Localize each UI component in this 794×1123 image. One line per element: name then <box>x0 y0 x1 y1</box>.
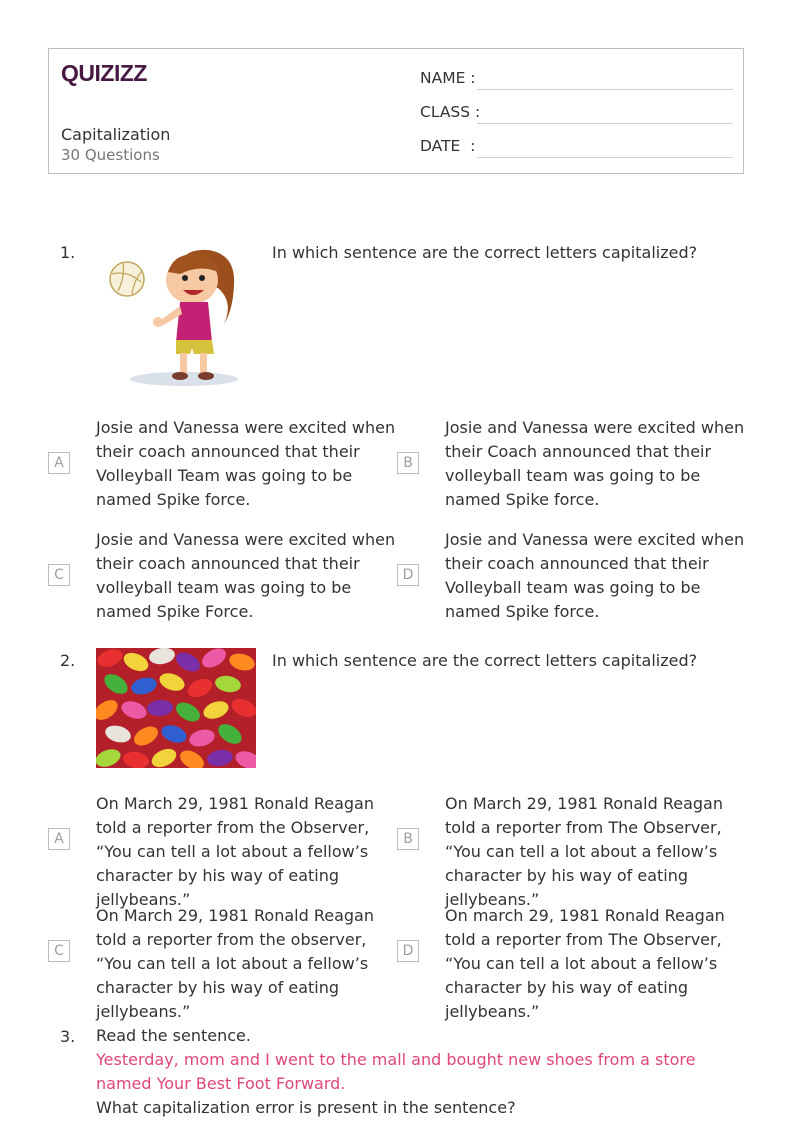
q2-option-b-text: On March 29, 1981 Ronald Reagan told a reporter from The Observer, “You can tell a lot about a fellow’s character by his way of eating jellybeans.” <box>445 794 723 909</box>
q2-option-b-box[interactable]: B <box>397 828 419 850</box>
q1-option-d-box[interactable]: D <box>397 564 419 586</box>
question-3-prompt: What capitalization error is present in the sentence? <box>96 1098 516 1117</box>
question-2-prompt: In which sentence are the correct letters capitalized? <box>272 651 698 670</box>
question-count: 30 Questions <box>61 146 160 164</box>
question-3-intro: Read the sentence. <box>96 1026 251 1045</box>
question-1-prompt: In which sentence are the correct letters capitalized? <box>272 243 698 262</box>
worksheet-header <box>48 48 744 174</box>
question-3-sentence: Yesterday, mom and I went to the mall and bought new shoes from a store named Your Best Foot Forward. <box>96 1050 696 1093</box>
worksheet-title: Capitalization <box>61 125 171 144</box>
q1-option-a-text: Josie and Vanessa were excited when their coach announced that their Volleyball Team was going to be named Spike force. <box>96 418 396 509</box>
q2-option-a-text: On March 29, 1981 Ronald Reagan told a reporter from the Observer, “You can tell a lot about a fellow’s character by his way of eating jellybeans.” <box>96 794 374 909</box>
q1-option-c-box[interactable]: C <box>48 564 70 586</box>
jellybeans-photo <box>96 648 256 768</box>
q2-option-d-text: On march 29, 1981 Ronald Reagan told a reporter from The Observer, “You can tell a lot about a fellow’s character by his way of eating jellybeans.” <box>445 906 725 1021</box>
q2-option-a-box[interactable]: A <box>48 828 70 850</box>
q1-option-c-text: Josie and Vanessa were excited when their coach announced that their volleyball team was going to be named Spike Force. <box>96 530 396 621</box>
q1-option-a-box[interactable]: A <box>48 452 70 474</box>
date-label: DATE : <box>420 137 476 155</box>
q1-option-b-text: Josie and Vanessa were excited when their Coach announced that their volleyball team was going to be named Spike force. <box>445 418 745 509</box>
question-2-number: 2. <box>60 651 76 670</box>
class-label: CLASS : <box>420 103 481 121</box>
girl-volleyball-illustration <box>96 240 256 392</box>
q2-option-c-box[interactable]: C <box>48 940 70 962</box>
q2-option-d-box[interactable]: D <box>397 940 419 962</box>
q1-option-d-text: Josie and Vanessa were excited when their coach announced that their Volleyball team was going to be named Spike force. <box>445 530 745 621</box>
q2-option-c-text: On March 29, 1981 Ronald Reagan told a reporter from the observer, “You can tell a lot about a fellow’s character by his way of eating jellybeans.” <box>96 906 374 1021</box>
question-3-number: 3. <box>60 1027 76 1046</box>
name-line[interactable] <box>477 89 733 90</box>
svg-text:QUIZIZZ: QUIZIZZ <box>61 60 147 86</box>
q1-option-b-box[interactable]: B <box>397 452 419 474</box>
question-3-body <box>96 1024 746 1120</box>
class-line[interactable] <box>477 123 733 124</box>
date-line[interactable] <box>477 157 733 158</box>
name-label: NAME : <box>420 69 476 87</box>
quizizz-logo <box>61 59 153 87</box>
question-1-number: 1. <box>60 243 76 262</box>
